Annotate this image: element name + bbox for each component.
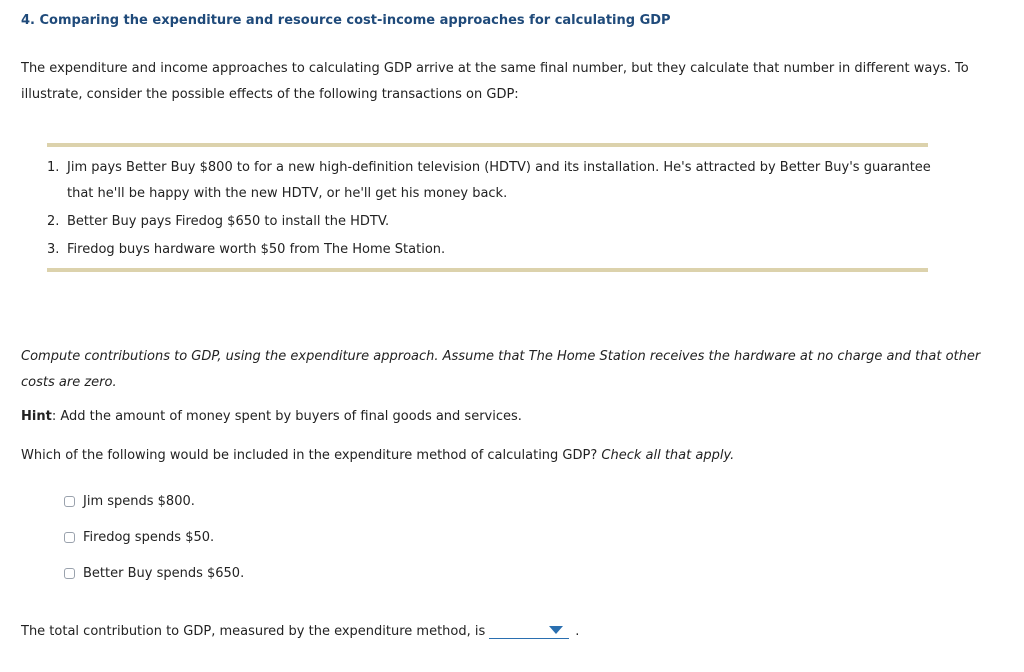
answer-prefix: The total contribution to GDP, measured by the expenditure method, is xyxy=(21,624,486,639)
question-text xyxy=(21,448,734,463)
hint-text: : Add the amount of money spent by buyers of final goods and services. xyxy=(51,409,522,424)
list-item xyxy=(47,155,937,207)
divider-bottom xyxy=(47,268,928,272)
list-item-text: Jim pays Better Buy $800 to for a new high-definition television (HDTV) and its installation. He's attracted by Better Buy's guarantee that he'll be happy with the new HDTV, or he'll get his money back. xyxy=(67,160,931,201)
checkbox-label: Firedog spends $50. xyxy=(83,530,215,545)
checkbox-label: Better Buy spends $650. xyxy=(83,566,245,581)
checkbox-option-better-buy[interactable] xyxy=(64,566,244,581)
checkbox-option-firedog[interactable] xyxy=(64,530,214,545)
answer-sentence xyxy=(21,622,579,639)
checkbox-option-jim[interactable] xyxy=(64,494,195,509)
answer-suffix: . xyxy=(575,624,580,639)
list-item-number: 3. xyxy=(47,242,60,257)
checkbox[interactable] xyxy=(64,496,75,507)
hint-label: Hint xyxy=(21,409,52,424)
list-item xyxy=(47,237,937,263)
list-item-number: 2. xyxy=(47,214,60,229)
hint xyxy=(21,409,522,424)
checkbox[interactable] xyxy=(64,568,75,579)
checkbox[interactable] xyxy=(64,532,75,543)
instructions-text: Compute contributions to GDP, using the expenditure approach. Assume that The Home Station receives the hardware at no charge and that other costs are zero. xyxy=(21,349,981,390)
checkbox-label: Jim spends $800. xyxy=(83,494,195,509)
list-item-number: 1. xyxy=(47,160,60,175)
list-item-text: Firedog buys hardware worth $50 from The Home Station. xyxy=(67,242,446,257)
intro-paragraph: The expenditure and income approaches to calculating GDP arrive at the same final number, but they calculate that number in different ways. To illustrate, consider the possible effects of the following transactions on GDP: xyxy=(21,61,969,102)
question-emphasis: Check all that apply. xyxy=(601,448,735,463)
list-item xyxy=(47,209,937,235)
page-title: 4. Comparing the expenditure and resource cost-income approaches for calculating GDP xyxy=(21,13,671,28)
chevron-down-icon xyxy=(549,626,563,634)
gdp-total-dropdown[interactable] xyxy=(489,622,569,639)
transaction-list xyxy=(47,155,937,265)
question-prompt: Which of the following would be included in the expenditure method of calculating GDP? xyxy=(21,448,602,463)
list-item-text: Better Buy pays Firedog $650 to install the HDTV. xyxy=(67,214,390,229)
divider-top xyxy=(47,143,928,147)
